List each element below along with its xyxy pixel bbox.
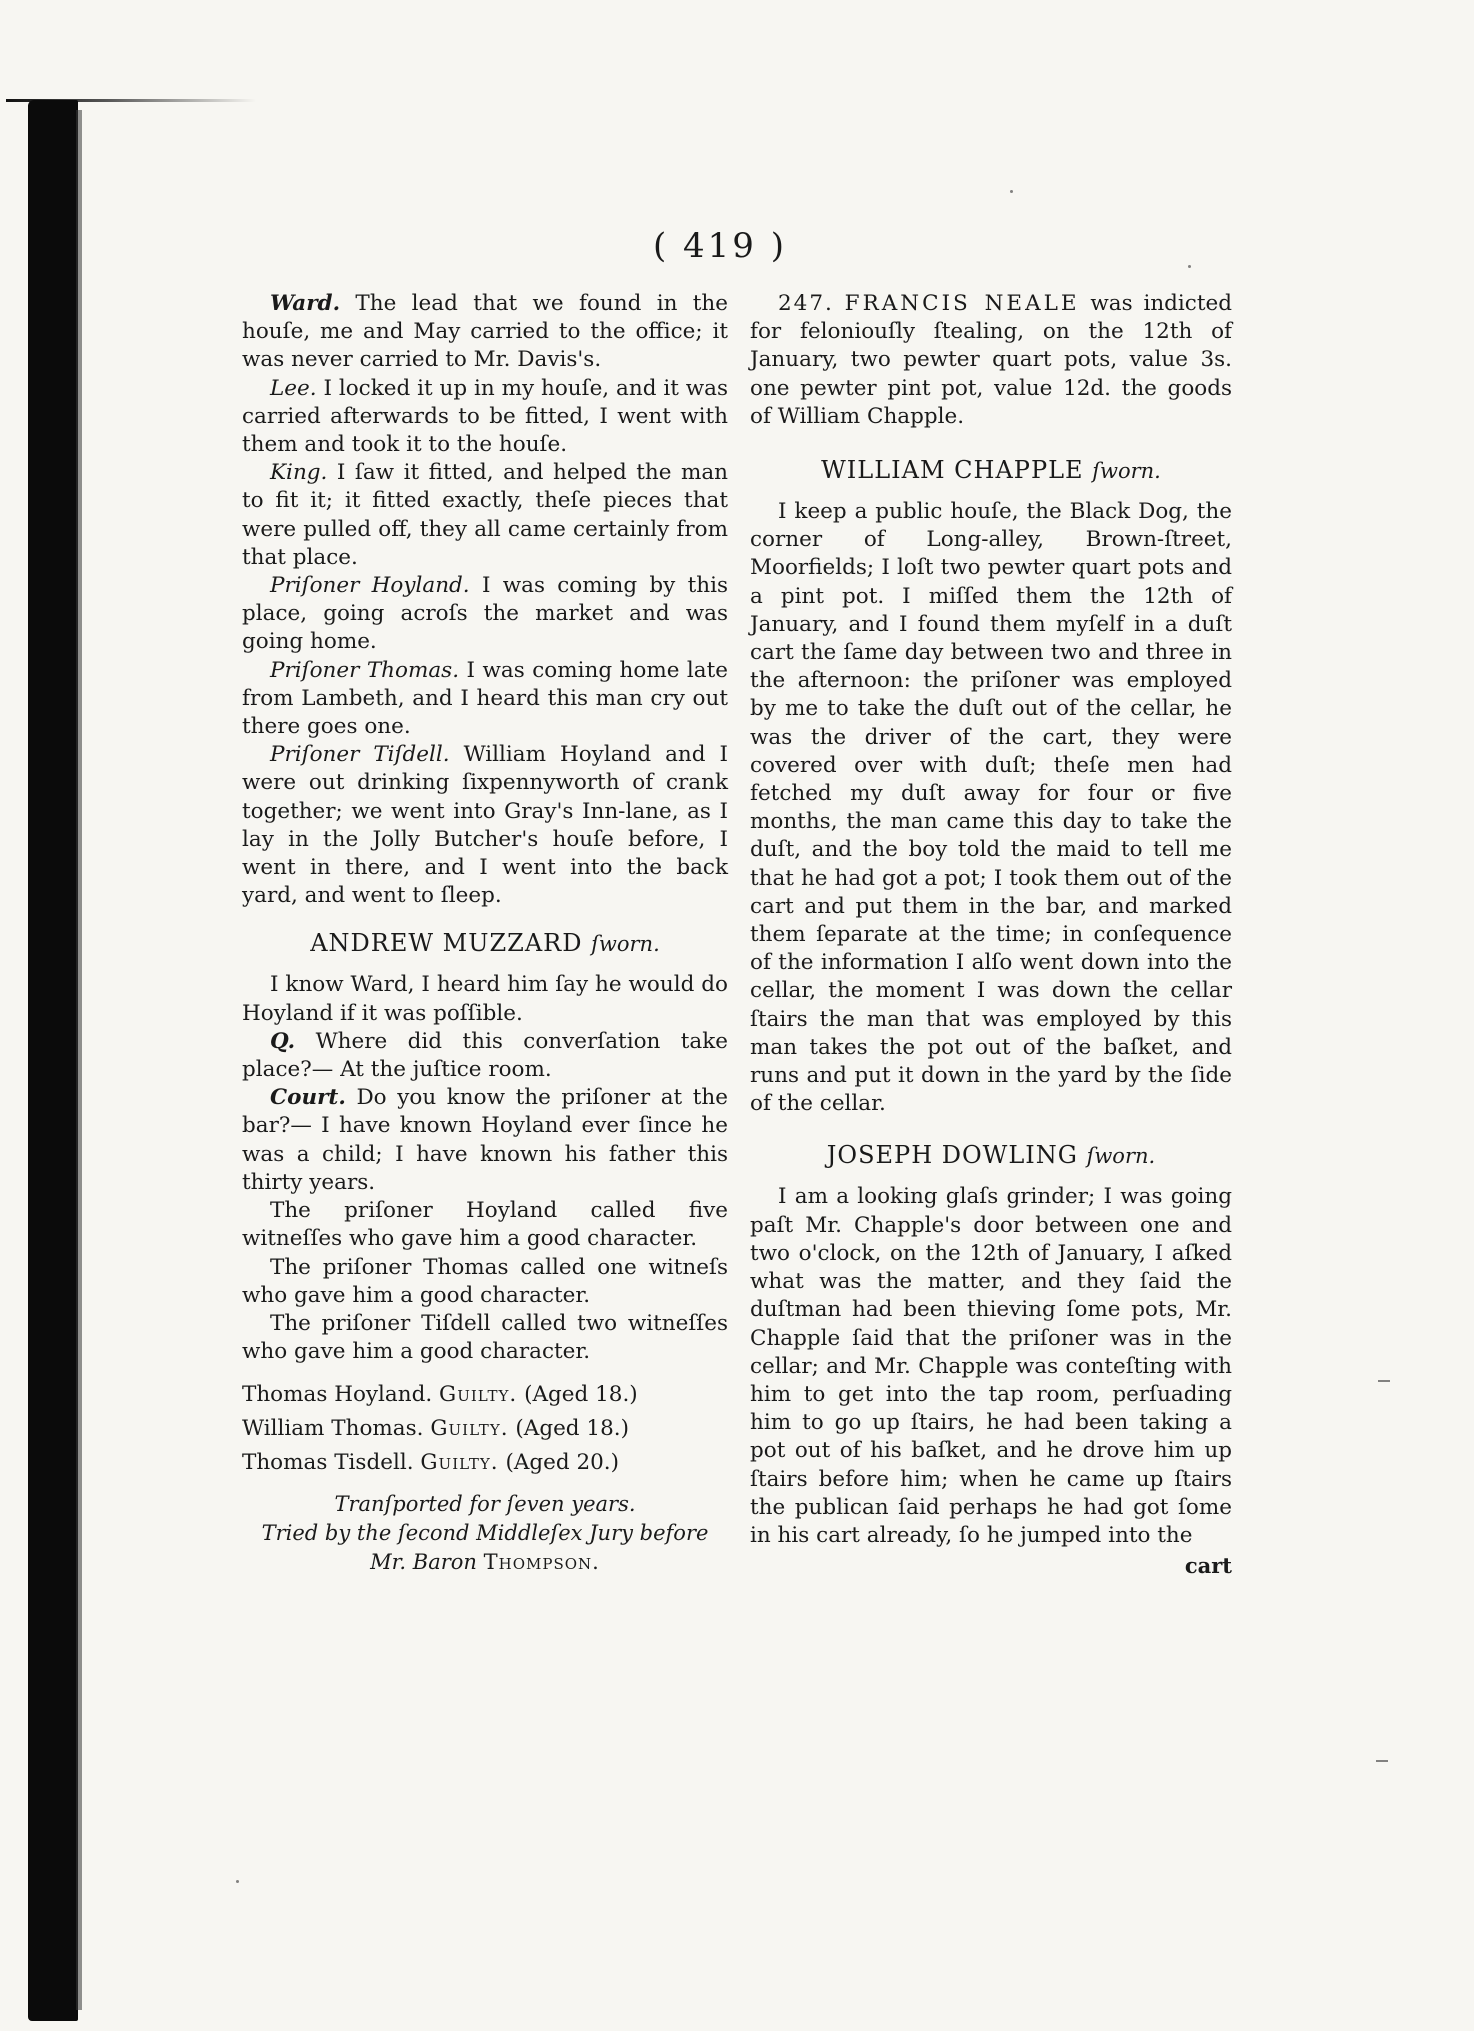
sworn-label: ſworn. (591, 932, 660, 957)
right-column (750, 290, 1232, 1580)
verdict-text: Guilty. (430, 1416, 509, 1442)
scan-speck (1378, 1380, 1390, 1382)
judge-name: Thompson. (483, 1550, 600, 1575)
testimony-paragraph (242, 971, 728, 1027)
speaker-label: Lee. (270, 375, 317, 401)
paragraph-ward (242, 290, 728, 375)
paragraph-text: William Hoyland and I were out drinking ſixpennyworth of crank together; we went into Gray's Inn-lane, as I lay in the Jolly Butcher's houſe before, I went in there, and I went into the back yard, and went to ſleep. (242, 742, 728, 909)
speaker-label: Ward. (270, 291, 341, 316)
scan-speck (236, 1880, 239, 1883)
sentence-line: Tranſported for ſeven years. (334, 1492, 636, 1517)
paragraph-text: I ſaw it fitted, and helped the man to fit it; it fitted exactly, theſe pieces that were pulled off, they all came certainly from that place. (242, 460, 728, 570)
prisoner-name: William Thomas. (242, 1416, 424, 1442)
scan-speck (1376, 1760, 1388, 1762)
prisoner-age: (Aged 18.) (524, 1382, 638, 1408)
paragraph-text: The priſoner Hoyland called five witneſſes who gave him a good character. (242, 1198, 728, 1252)
paragraph-lee (242, 375, 728, 460)
paragraph-prisoner-tisdell (242, 741, 728, 910)
speaker-label: Q. (270, 1028, 296, 1054)
catchword: cart (1184, 1553, 1232, 1579)
verdict-text: Guilty. (420, 1450, 499, 1476)
paragraph-text: I was coming home late from Lambeth, and I heard this man cry out there goes one. (242, 657, 728, 740)
paragraph-text: Do you know the priſoner at the bar?— I have known Hoyland ever ſince he was a child; I have known his father this thirty years. (242, 1085, 728, 1195)
paragraph-prisoner-thomas (242, 657, 728, 742)
verdict-text: Guilty. (439, 1382, 518, 1408)
sworn-label: ſworn. (1086, 1144, 1156, 1169)
testimony-paragraph (242, 1310, 728, 1366)
witness-heading-dowling (750, 1140, 1232, 1171)
scan-speck (1188, 265, 1191, 268)
paragraph-prisoner-hoyland (242, 572, 728, 657)
prisoner-age: (Aged 18.) (515, 1416, 629, 1442)
speaker-label: Priſoner Thomas. (270, 657, 460, 683)
verdict-line (242, 1448, 728, 1478)
speaker-label: King. (270, 460, 328, 486)
paragraph-text: The lead that we found in the houſe, me and May carried to the office; it was never carried to Mr. Davis's. (242, 291, 728, 373)
witness-heading-chapple (750, 455, 1232, 486)
page-number: ( 419 ) (652, 226, 788, 266)
testimony-paragraph (242, 1197, 728, 1253)
speaker-label: Court. (270, 1085, 346, 1111)
testimony-paragraph (242, 1084, 728, 1197)
tried-by-line: Tried by the ſecond Middleſex Jury before (261, 1521, 709, 1546)
verdict-line (242, 1414, 728, 1444)
case-paragraph (750, 290, 1232, 431)
paragraph-text: was indicted for feloniouſly ſtealing, on the 12th of January, two pewter quart pots, value 3s. one pewter pint pot, value 12d. the goods of William Chapple. (750, 291, 1232, 429)
paragraph-king (242, 459, 728, 572)
sworn-label: ſworn. (1092, 459, 1161, 484)
speaker-label: Priſoner Tiſdell. (270, 742, 450, 768)
paragraph-text: I locked it up in my houſe, and it was carried afterwards to be fitted, I went with them and took it to the houſe. (242, 375, 728, 458)
testimony-paragraph (242, 1028, 728, 1084)
scan-speck (1010, 190, 1013, 193)
paragraph-text: The priſoner Thomas called one witneſs who gave him a good character. (242, 1254, 728, 1308)
judge-prefix: Mr. Baron (370, 1550, 477, 1575)
paragraph-text: The priſoner Tiſdell called two witneſſes who gave him a good character. (242, 1310, 728, 1365)
paragraph-text: Where did this converſation take place?— At the juſtice room. (242, 1028, 728, 1083)
testimony-paragraph: I keep a public houſe, the Black Dog, the corner of Long-alley, Brown-ſtreet, Moorfields; I loſt two pewter quart pots and a pint pot. I miſſed them the 12th of January, and I found them myſelf in a duſt cart the ſame day between two and three in the afternoon: the priſoner was employed by me to take the duſt out of the cellar, he was the driver of the cart, they were covered over with duſt; theſe men had fetched my duſt away for four or five months, the man came this day to take the duſt, and the boy told the maid to tell me that he had got a pot; I took them out of the cart and put them in the bar, and marked them ſeparate at the time; in conſequence of the information I alſo went down into the cellar, the moment I was down the cellar ſtairs the man that was employed by this man takes the pot out of the baſket, and runs and put it down in the yard by the ſide of the cellar. (750, 499, 1232, 1117)
judge-line (242, 1548, 728, 1577)
defendant-name: FRANCIS NEALE (844, 291, 1080, 316)
prisoner-age: (Aged 20.) (505, 1450, 620, 1476)
witness-name: WILLIAM CHAPPLE (821, 456, 1084, 485)
witness-heading-muzzard (242, 928, 728, 959)
paragraph-text: I know Ward, I heard him ſay he would do Hoyland if it was poſſible. (242, 972, 728, 1026)
testimony-paragraph: I am a looking glaſs grinder; I was going paſt Mr. Chapple's door between one and two o'clock, on the 12th of January, I aſked what was the matter, and they ſaid the duſtman had been thieving ſome pots, Mr. Chapple ſaid that the priſoner was in the cellar; and Mr. Chapple was conteſting with him to get into the tap room, perſuading him to go up ſtairs, he had been taking a pot out of his baſket, and he drove him up ſtairs before him; when he came up ſtairs the publican ſaid perhaps he had got ſome in his cart already, ſo he jumped into the (750, 1184, 1232, 1548)
book-spine-shadow (28, 100, 78, 2021)
witness-name: JOSEPH DOWLING (826, 1141, 1078, 1170)
left-column (242, 290, 728, 1577)
book-spine-edge (76, 110, 82, 2010)
prisoner-name: Thomas Tisdell. (242, 1450, 414, 1476)
prisoner-name: Thomas Hoyland. (242, 1382, 433, 1408)
speaker-label: Priſoner Hoyland. (270, 573, 470, 599)
case-number: 247. (778, 291, 834, 316)
testimony-paragraph (242, 1254, 728, 1310)
verdict-line (242, 1380, 728, 1410)
witness-name: ANDREW MUZZARD (310, 929, 583, 958)
paragraph-text: I was coming by this place, going acroſs the market and was going home. (242, 573, 728, 655)
